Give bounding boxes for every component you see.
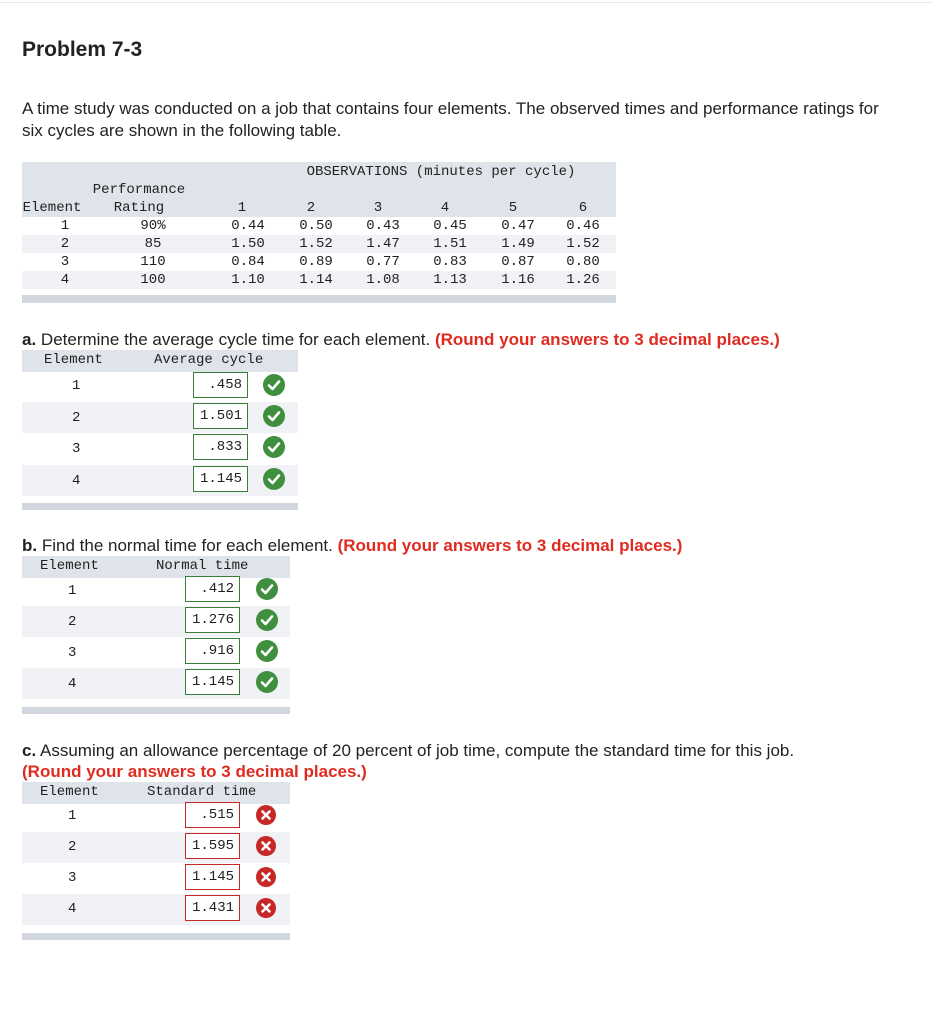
part-b-label: b. bbox=[22, 536, 38, 555]
check-circle-icon bbox=[263, 468, 285, 490]
element-cell: 2 bbox=[60, 236, 70, 252]
element-cell: 3 bbox=[72, 441, 81, 457]
element-cell: 2 bbox=[68, 839, 77, 855]
element-header: Element bbox=[22, 200, 82, 216]
element-cell: 1 bbox=[60, 218, 70, 234]
value-cell: 1.52 bbox=[299, 236, 333, 252]
check-circle-icon bbox=[256, 609, 278, 631]
value-cell: 1.51 bbox=[433, 236, 467, 252]
table-bottom-bar bbox=[22, 295, 616, 303]
element-cell: 1 bbox=[72, 378, 81, 394]
table-bottom-bar bbox=[22, 503, 298, 510]
rating-header-line1: Performance bbox=[92, 182, 186, 198]
element-cell: 1 bbox=[68, 583, 77, 599]
element-cell: 2 bbox=[68, 614, 77, 630]
x-circle-icon bbox=[256, 867, 276, 887]
top-divider bbox=[0, 2, 933, 3]
part-b-answer-table bbox=[22, 556, 290, 714]
rating-cell: 85 bbox=[144, 236, 162, 252]
average-cycle-col-header: Average cycle bbox=[154, 352, 264, 368]
observations-group-header: OBSERVATIONS (minutes per cycle) bbox=[306, 164, 576, 180]
normal-time-input[interactable]: .916 bbox=[185, 638, 240, 664]
value-cell: 0.87 bbox=[501, 254, 535, 270]
check-circle-icon bbox=[263, 436, 285, 458]
element-cell: 4 bbox=[72, 473, 81, 489]
element-col-header: Element bbox=[40, 784, 99, 800]
rating-cell: 100 bbox=[140, 272, 166, 288]
element-cell: 1 bbox=[68, 808, 77, 824]
standard-time-input[interactable]: 1.595 bbox=[185, 833, 240, 859]
value-cell: 0.45 bbox=[433, 218, 467, 234]
value-cell: 0.44 bbox=[231, 218, 265, 234]
value-cell: 0.80 bbox=[566, 254, 600, 270]
part-a-question bbox=[22, 330, 780, 350]
problem-intro: A time study was conducted on a job that contains four elements. The observed times and performance ratings for six cycles are shown in the following table. bbox=[22, 99, 879, 140]
part-a-text: Determine the average cycle time for each element. bbox=[40, 330, 431, 349]
part-a-answer-table bbox=[22, 350, 298, 510]
value-cell: 0.47 bbox=[501, 218, 535, 234]
average-cycle-input[interactable]: 1.501 bbox=[193, 403, 248, 429]
standard-time-col-header: Standard time bbox=[147, 784, 257, 800]
x-circle-icon bbox=[256, 805, 276, 825]
table-bottom-bar bbox=[22, 707, 290, 714]
check-circle-icon bbox=[256, 671, 278, 693]
row-stripe bbox=[22, 465, 298, 496]
part-c-question bbox=[22, 740, 912, 782]
x-circle-icon bbox=[256, 836, 276, 856]
table-bottom-bar bbox=[22, 933, 290, 940]
value-cell: 0.83 bbox=[433, 254, 467, 270]
rating-cell: 90% bbox=[140, 218, 166, 234]
value-cell: 0.50 bbox=[299, 218, 333, 234]
element-col-header: Element bbox=[40, 558, 99, 574]
part-c-text: Assuming an allowance percentage of 20 percent of job time, compute the standard time for this job. bbox=[39, 741, 795, 760]
standard-time-input[interactable]: 1.145 bbox=[185, 864, 240, 890]
row-stripe bbox=[22, 832, 290, 863]
part-b-note: (Round your answers to 3 decimal places.) bbox=[337, 536, 683, 555]
cycle-header: 5 bbox=[508, 200, 518, 216]
value-cell: 0.46 bbox=[566, 218, 600, 234]
value-cell: 0.89 bbox=[299, 254, 333, 270]
cycle-header: 2 bbox=[306, 200, 316, 216]
average-cycle-input[interactable]: .833 bbox=[193, 434, 248, 460]
part-c-note: (Round your answers to 3 decimal places.) bbox=[22, 762, 367, 781]
average-cycle-input[interactable]: 1.145 bbox=[193, 466, 248, 492]
value-cell: 1.26 bbox=[566, 272, 600, 288]
element-cell: 2 bbox=[72, 410, 81, 426]
value-cell: 0.43 bbox=[366, 218, 400, 234]
page-title: Problem 7-3 bbox=[22, 38, 143, 61]
element-col-header: Element bbox=[44, 352, 103, 368]
average-cycle-input[interactable]: .458 bbox=[193, 372, 248, 398]
value-cell: 1.47 bbox=[366, 236, 400, 252]
value-cell: 1.52 bbox=[566, 236, 600, 252]
check-circle-icon bbox=[256, 578, 278, 600]
part-c-label: c. bbox=[22, 741, 37, 760]
normal-time-input[interactable]: 1.276 bbox=[185, 607, 240, 633]
element-cell: 4 bbox=[60, 272, 70, 288]
row-stripe bbox=[22, 402, 298, 433]
rating-cell: 110 bbox=[140, 254, 166, 270]
cycle-header: 3 bbox=[373, 200, 383, 216]
normal-time-input[interactable]: 1.145 bbox=[185, 669, 240, 695]
check-circle-icon bbox=[263, 405, 285, 427]
part-c-answer-table bbox=[22, 782, 290, 940]
row-stripe bbox=[22, 668, 290, 699]
check-circle-icon bbox=[263, 374, 285, 396]
standard-time-input[interactable]: .515 bbox=[185, 802, 240, 828]
value-cell: 1.50 bbox=[231, 236, 265, 252]
standard-time-input[interactable]: 1.431 bbox=[185, 895, 240, 921]
rating-header-line2: Rating bbox=[113, 200, 165, 216]
normal-time-input[interactable]: .412 bbox=[185, 576, 240, 602]
part-a-label: a. bbox=[22, 330, 37, 349]
normal-time-col-header: Normal time bbox=[156, 558, 249, 574]
value-cell: 1.13 bbox=[433, 272, 467, 288]
cycle-header: 6 bbox=[578, 200, 588, 216]
value-cell: 1.49 bbox=[501, 236, 535, 252]
check-circle-icon bbox=[256, 640, 278, 662]
part-a-note: (Round your answers to 3 decimal places.) bbox=[434, 330, 780, 349]
value-cell: 1.14 bbox=[299, 272, 333, 288]
value-cell: 0.77 bbox=[366, 254, 400, 270]
row-stripe bbox=[22, 894, 290, 925]
value-cell: 1.10 bbox=[231, 272, 265, 288]
element-cell: 3 bbox=[68, 870, 77, 886]
element-cell: 4 bbox=[68, 901, 77, 917]
element-cell: 3 bbox=[68, 645, 77, 661]
part-b-text: Find the normal time for each element. bbox=[41, 536, 333, 555]
value-cell: 1.16 bbox=[501, 272, 535, 288]
value-cell: 1.08 bbox=[366, 272, 400, 288]
element-cell: 4 bbox=[68, 676, 77, 692]
element-cell: 3 bbox=[60, 254, 70, 270]
x-circle-icon bbox=[256, 898, 276, 918]
observations-table bbox=[22, 162, 616, 303]
cycle-header: 4 bbox=[440, 200, 450, 216]
value-cell: 0.84 bbox=[231, 254, 265, 270]
part-b-question bbox=[22, 536, 682, 556]
cycle-header: 1 bbox=[237, 200, 247, 216]
row-stripe bbox=[22, 606, 290, 637]
